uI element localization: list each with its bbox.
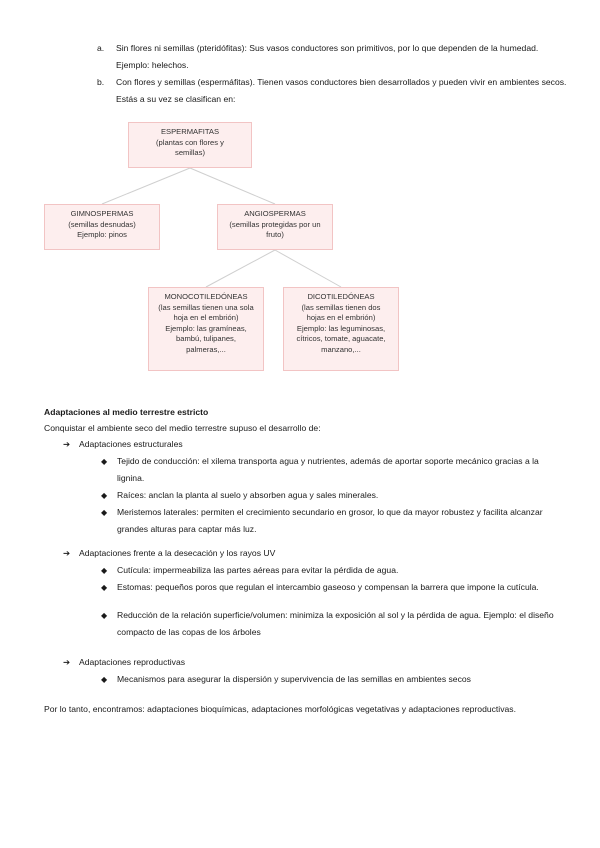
bullet-item: ◆ Tejido de conducción: el xilema transporta agua y nutrientes, además de aportar soporte mecánico gracias a la lignina. [101,453,556,487]
diamond-bullet-icon: ◆ [101,611,108,620]
node-gimnospermas: GIMNOSPERMAS (semillas desnudas) Ejemplo: pinos [44,204,160,250]
bullet-item: ◆ Meristemos laterales: permiten el crecimiento secundario en grosor, lo que da mayor robustez y facilita alcanzar grandes alturas para captar más luz. [101,504,556,538]
arrow-icon: ➔ [63,548,71,558]
conclusion-paragraph: Por lo tanto, encontramos: adaptaciones bioquímicas, adaptaciones morfológicas vegetativas y adaptaciones reproductivas. [44,704,516,714]
diamond-bullet-icon: ◆ [101,508,108,517]
bullet-item: ◆ Estomas: pequeños poros que regulan el intercambio gaseoso y compensan la barrera que impone la cutícula. [101,579,556,596]
list-text: Con flores y semillas (espermáfitas). Tienen vasos conductores bien desarrollados y pueden vivir en ambientes secos. Estás a su vez se clasifican en: [116,77,567,104]
connector-root-gymno [102,168,190,204]
bullet-item: ◆ Mecanismos para asegurar la dispersión y supervivencia de las semillas en ambientes secos [101,671,556,688]
list-marker: b. [97,77,105,87]
diamond-bullet-icon: ◆ [101,583,108,592]
group-desiccation-uv [63,545,275,562]
group-label: Adaptaciones frente a la desecación y los rayos UV [79,548,276,558]
bullet-item: ◆ Reducción de la relación superficie/volumen: minimiza la exposición al sol y la pérdida de agua. Ejemplo: el diseño compacto de las copas de los árboles [101,607,556,641]
node-dicotiledoneas: DICOTILEDÓNEAS (las semillas tienen dos hojas en el embrión) Ejemplo: las leguminosas, cítricos, tomate, aguacate, manzano,... [283,287,399,371]
connector-root-angio [190,168,275,204]
bullet-item: ◆ Raíces: anclan la planta al suelo y absorben agua y sales minerales. [101,487,556,504]
diamond-bullet-icon: ◆ [101,491,108,500]
bullet-item: ◆ Cutícula: impermeabiliza las partes aéreas para evitar la pérdida de agua. [101,562,556,579]
list-marker: a. [97,43,105,53]
diamond-bullet-icon: ◆ [101,457,108,466]
group-structural [63,436,183,453]
arrow-icon: ➔ [63,657,71,667]
group-reproductive [63,654,185,671]
node-angiospermas: ANGIOSPERMAS (semillas protegidas por un fruto) [217,204,333,250]
node-espermafitas: ESPERMAFITAS (plantas con flores y semillas) [128,122,252,168]
group-label: Adaptaciones reproductivas [79,657,186,667]
connector-angio-mono [206,250,275,287]
node-monocotiledoneas: MONOCOTILEDÓNEAS (las semillas tienen una sola hoja en el embrión) Ejemplo: las gramíneas, bambú, tulipanes, palmeras,... [148,287,264,371]
section-intro: Conquistar el ambiente seco del medio terrestre supuso el desarrollo de: [44,423,321,433]
group-label: Adaptaciones estructurales [79,439,183,449]
diamond-bullet-icon: ◆ [101,566,108,575]
diamond-bullet-icon: ◆ [101,675,108,684]
arrow-icon: ➔ [63,439,71,449]
list-text: Sin flores ni semillas (pteridófitas): Sus vasos conductores son primitivos, por lo que dependen de la humedad. Ejemplo: helechos. [116,43,539,70]
section-title: Adaptaciones al medio terrestre estricto [44,407,209,417]
connector-angio-dico [275,250,341,287]
